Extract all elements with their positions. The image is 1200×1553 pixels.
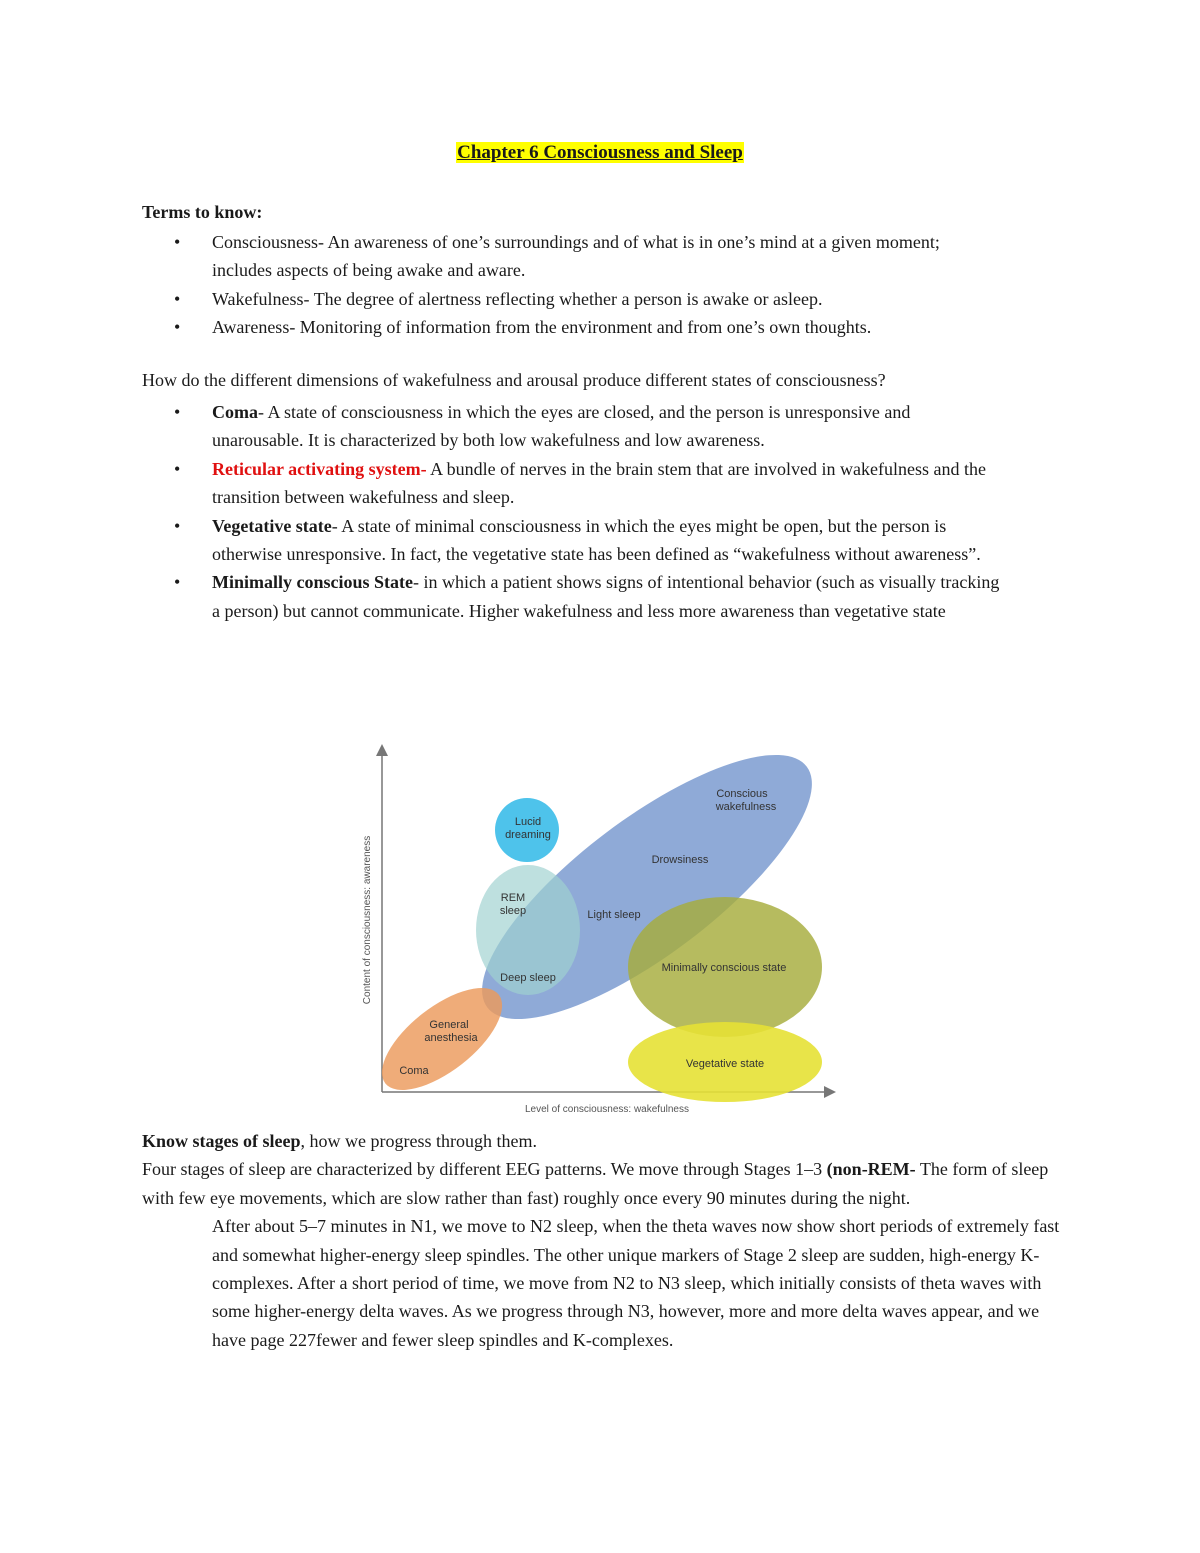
title-text: Chapter 6 Consciousness and Sleep — [457, 142, 743, 163]
terms-list — [142, 228, 1002, 342]
stages-heading — [142, 1127, 1062, 1155]
sleep-stages-section — [142, 1127, 1062, 1354]
states-list — [142, 398, 1002, 625]
term-coma: Coma — [212, 402, 258, 422]
term-vegetative-state: Vegetative state — [212, 515, 332, 536]
list-item: • Wakefulness- The degree of alertness reflecting whether a person is awake or asleep. — [142, 285, 1002, 313]
minimally-conscious-label: Minimally conscious state — [661, 962, 787, 974]
diagram-svg — [352, 742, 842, 1117]
consciousness-diagram — [352, 742, 842, 1117]
rem-sleep-label: REM sleep — [499, 892, 527, 917]
stages-paragraph-1 — [142, 1155, 1062, 1212]
terms-heading: Terms to know: — [142, 202, 263, 222]
question-text: How do the different dimensions of wakefulness and arousal produce different states of consciousness? — [142, 370, 886, 390]
lucid-dreaming-label: Lucid dreaming — [505, 816, 551, 841]
list-item — [142, 568, 1002, 625]
light-sleep-label: Light sleep — [587, 909, 641, 921]
term-reticular-activating-system: Reticular activating system- — [212, 458, 427, 479]
list-item: • Awareness- Monitoring of information from the environment and from one’s own thoughts. — [142, 313, 1002, 341]
x-axis-label: Level of consciousness: wakefulness — [525, 1104, 689, 1115]
conscious-wakefulness-label: Conscious wakefulness — [715, 788, 777, 813]
coma-label: Coma — [399, 1065, 429, 1077]
p1-end: The form of sleep with few eye movements, which are slow rather than fast) roughly once every 90 minutes during the night. — [142, 1159, 1049, 1208]
deep-sleep-label: Deep sleep — [500, 972, 556, 984]
p1-start: Four stages of sleep are characterized by different EEG patterns. We move through Stages 1–3 — [142, 1159, 827, 1180]
definition: - in which a patient shows signs of intentional behavior (such as visually tracking a person) but cannot communicate. Higher wakefulness and less more awareness than vegetative state — [212, 572, 1000, 621]
definition: - A state of minimal consciousness in which the eyes might be open, but the person is otherwise unresponsive. In fact, the vegetative state has been defined as “wakefulness without awareness”. — [212, 515, 981, 565]
stages-paragraph-2: After about 5–7 minutes in N1, we move to N2 sleep, when the theta waves now show short periods of extremely fast and somewhat higher-energy sleep spindles. The other unique markers of Stage 2 sleep are sudden, high-energy K-complexes. After a short period of time, we move from N2 to N3 sleep, which initially consists of theta waves with some higher-energy delta waves. As we progress through N3, however, more and more delta waves appear, and we have page 227fewer and fewer sleep spindles and K-complexes. — [212, 1216, 1060, 1350]
list-item — [142, 512, 1002, 569]
document-title — [0, 142, 1200, 164]
stages-heading-bold: Know stages of sleep — [142, 1131, 301, 1151]
vegetative-state-label: Vegetative state — [685, 1058, 765, 1070]
definition: A bundle of nerves in the brain stem that are involved in wakefulness and the transition between wakefulness and sleep. — [212, 458, 986, 508]
list-item: • Consciousness- An awareness of one’s surroundings and of what is in one’s mind at a given moment; includes aspects of being awake and aware. — [142, 228, 1002, 285]
stages-heading-rest: , how we progress through them. — [300, 1131, 537, 1151]
drowsiness-label: Drowsiness — [651, 854, 709, 866]
list-item — [142, 455, 1002, 512]
term-minimally-conscious-state: Minimally conscious State — [212, 572, 413, 593]
general-anesthesia-label: General anesthesia — [424, 1019, 478, 1044]
p1-bold: (non-REM- — [826, 1159, 916, 1180]
list-item — [142, 398, 1002, 455]
y-axis-label: Content of consciousness: awareness — [362, 835, 373, 1005]
definition: - A state of consciousness in which the eyes are closed, and the person is unresponsive and unarousable. It is characterized by both low wakefulness and low awareness. — [212, 402, 911, 451]
